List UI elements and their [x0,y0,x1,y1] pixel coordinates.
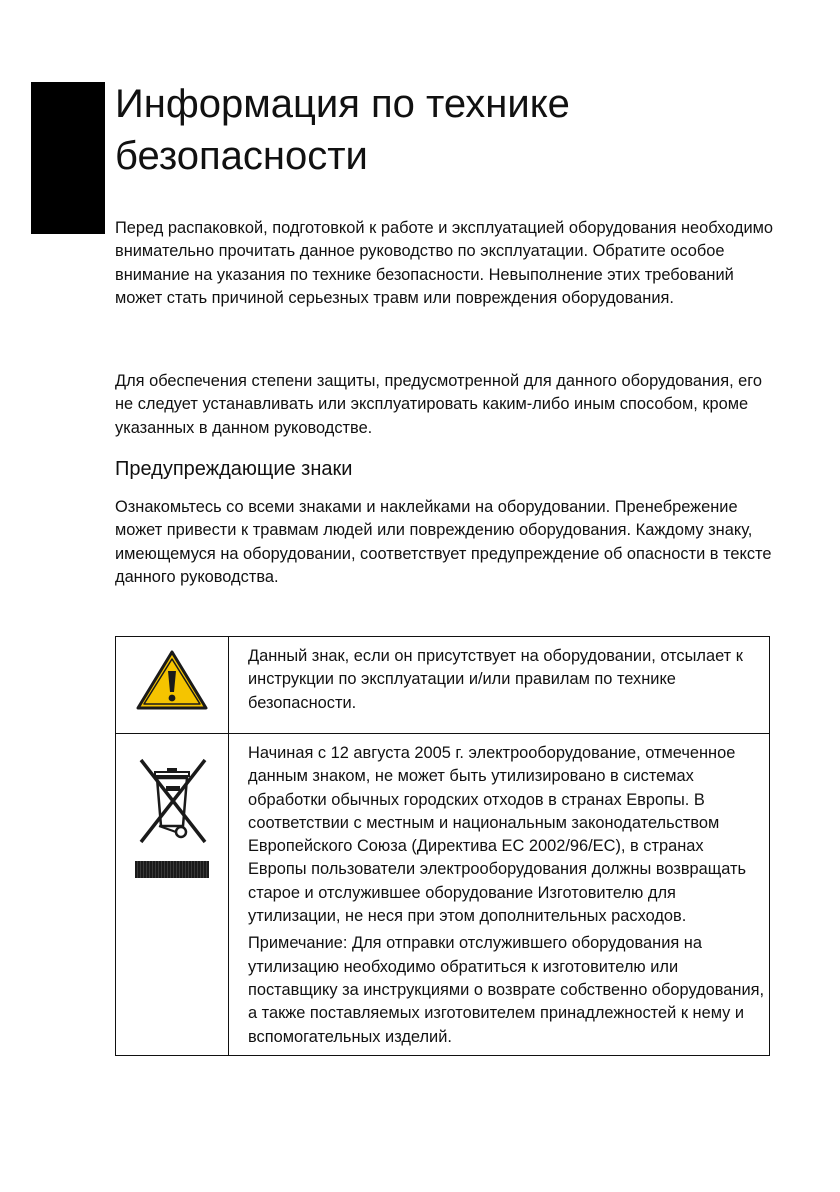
page-title-line-2: безопасности [115,134,368,178]
sign-description-cell [229,637,770,734]
intro-paragraph: Перед распаковкой, подготовкой к работе и эксплуатацией оборудования необходимо внимательно прочитать данное руководство по эксплуатации. Обратите особое внимание на указания по технике безопасности. Невыполнение этих требований может стать причиной серьезных травм или повреждения оборудования. [115,219,773,307]
sign-icon-cell [116,734,229,1056]
warning-signs-table [115,636,770,1056]
section-tab-marker [31,82,105,234]
warning-signs-paragraph: Ознакомьтесь со всеми знаками и наклейками на оборудовании. Пренебрежение может привести к травмам людей или повреждению оборудования. Каждому знаку, имеющемуся на оборудовании, соответствует предупреждение об опасности в тексте данного руководства. [115,498,772,586]
crossed-out-wheelie-bin-icon [129,752,215,848]
sign-icon-cell [116,637,229,734]
page-title-line-1: Информация по технике [115,82,570,126]
document-page [115,78,775,586]
weee-sign-description: Начиная с 12 августа 2005 г. электрооборудование, отмеченное данным знаком, не может быть утилизировано в системах обработки обычных городских отходов в странах Европы. В соответствии с местным и национальным законодательством Европейского Союза (Директива ЕС 2002/96/ЕС), в странах Европы пользователи электрооборудования должны возвращать старое и отслужившее оборудование Изготовителю для утилизации, не неся при этом дополнительных расходов. [248,744,747,926]
warning-triangle-icon [135,649,209,711]
warning-sign-description: Данный знак, если он присутствует на оборудовании, отсылает к инструкции по эксплуатации и/или правилам по технике безопасности. [248,647,743,712]
warning-signs-heading: Предупреждающие знаки [115,458,353,480]
protection-paragraph: Для обеспечения степени защиты, предусмотренной для данного оборудования, его не следует устанавливать или эксплуатировать каким-либо иным способом, кроме указанных в данном руководстве. [115,372,763,437]
table-row [116,637,770,734]
sign-description-cell [229,734,770,1056]
page-title [115,78,775,182]
table-row [116,734,770,1056]
weee-marking-bar-icon [135,861,209,878]
weee-sign-note: Примечание: Для отправки отслужившего оборудования на утилизацию необходимо обратиться к изготовителю или поставщику за инструкциями о возврате собственно оборудования, а также поставляемых изготовителем принадлежностей к нему и вспомогательных изделий. [248,934,765,1046]
